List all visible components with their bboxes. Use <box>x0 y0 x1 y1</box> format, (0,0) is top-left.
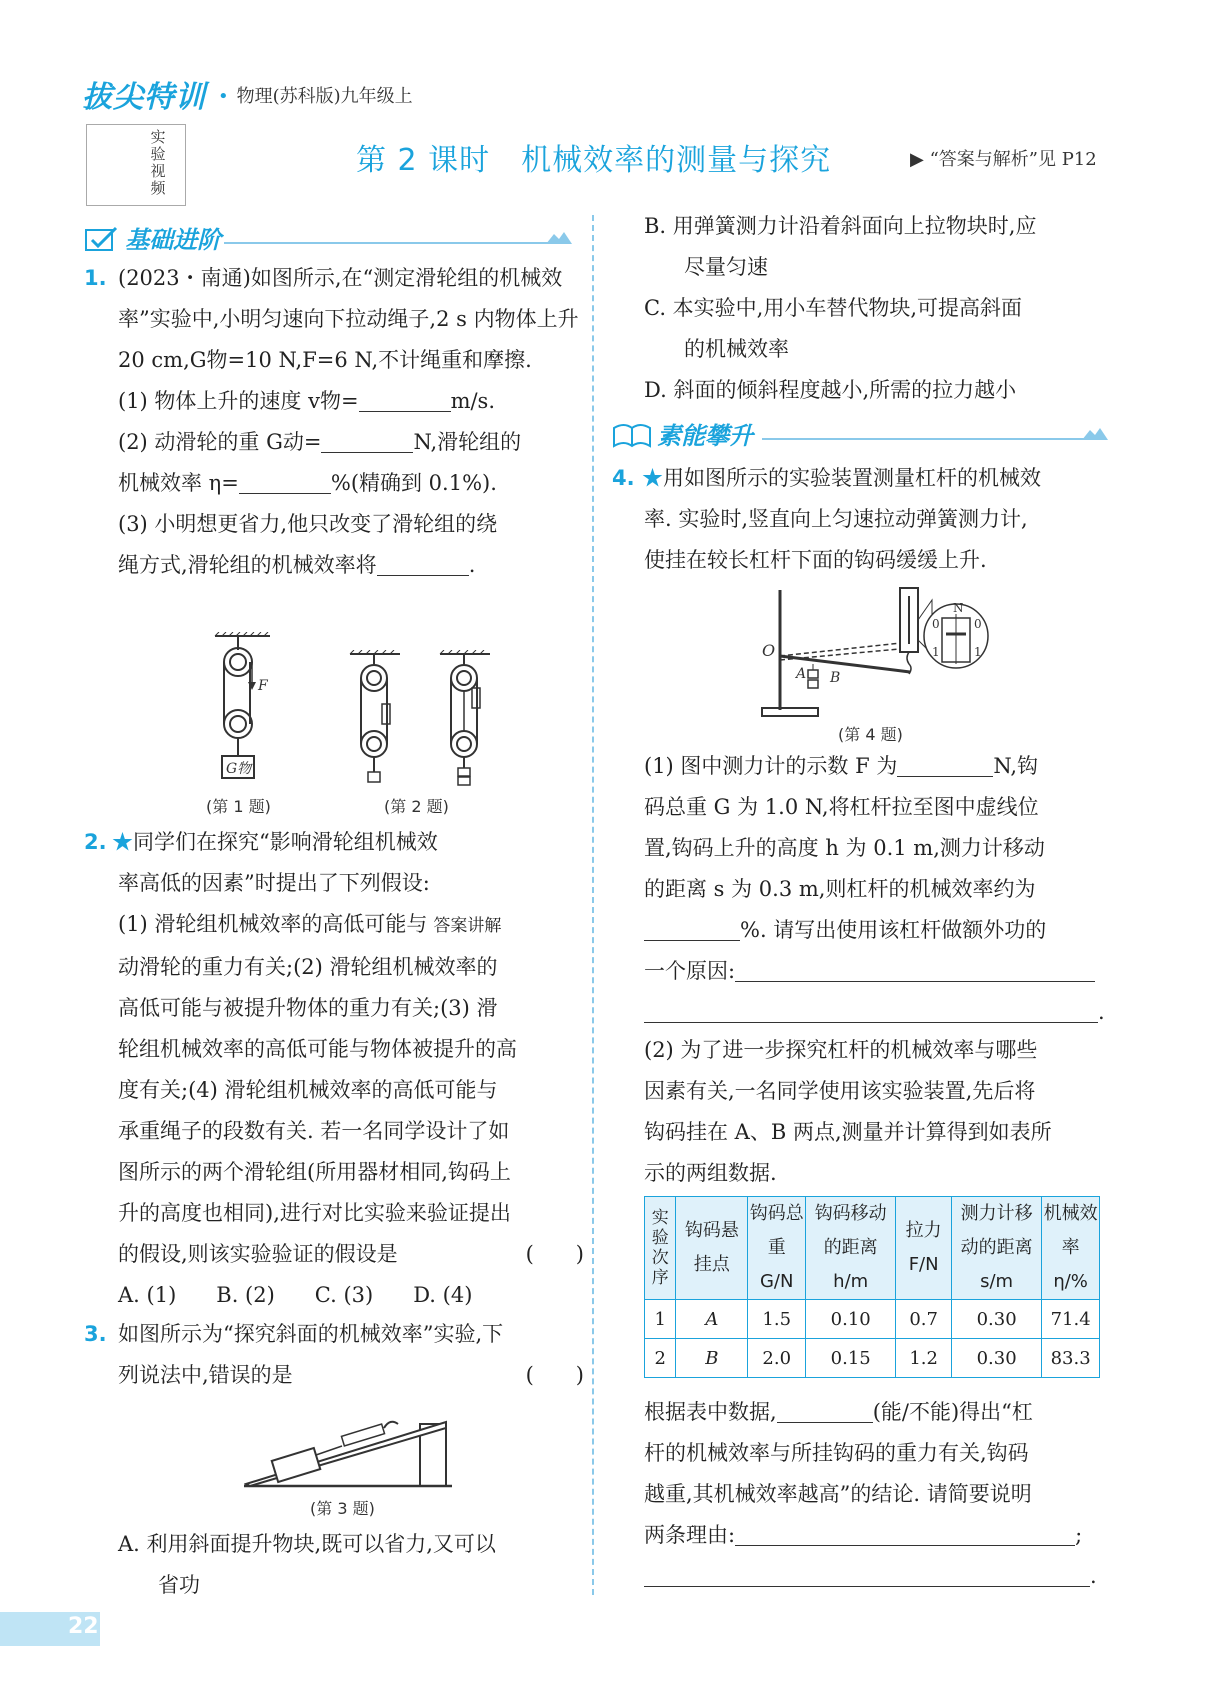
table-header: 钩码总重 G/N <box>748 1197 806 1300</box>
q2-line7: 度有关;(4) 滑轮组机械效率的高低可能与 <box>118 1078 498 1102</box>
table-cell: 0.30 <box>952 1339 1042 1378</box>
q2-line11: 的假设,则该实验验证的假设是 <box>118 1242 398 1266</box>
q4-blank-6[interactable] <box>735 1519 1075 1546</box>
section-line <box>762 438 1092 440</box>
fig4-0a: 0 <box>932 617 940 631</box>
q4-blank-2[interactable] <box>644 914 740 941</box>
q4-line3: 使挂在较长杠杆下面的钩码缓缓上升. <box>644 548 987 572</box>
table-header: 测力计移动的距离 s/m <box>952 1197 1042 1300</box>
q2-line2: 率高低的因素”时提出了下列假设: <box>118 871 430 895</box>
table-header: 机械效率 η/% <box>1042 1197 1100 1300</box>
q4-part2: (2) 为了进一步探究杠杆的机械效率与哪些 因素有关,一名同学使用该实验装置,先后将 钩码挂在 A、B 两点,测量并计算得到如表所 示的两组数据. <box>644 1038 1052 1185</box>
q2-line9: 图所示的两个滑轮组(所用器材相同,钩码上 <box>118 1160 511 1184</box>
table-cell: A <box>676 1300 748 1339</box>
section-basic-title: 基础进阶 <box>125 226 222 254</box>
data-table <box>644 1196 1100 1378</box>
section-line <box>224 242 554 244</box>
q2-option-d[interactable]: D. (4) <box>413 1283 473 1307</box>
page-number-tab <box>0 1612 100 1646</box>
q2-option-c[interactable]: C. (3) <box>314 1283 374 1307</box>
book-title <box>218 82 413 108</box>
table-header: 钩码悬挂点 <box>676 1197 748 1300</box>
section-advanced-title: 素能攀升 <box>657 422 754 450</box>
checklist-icon <box>84 226 120 252</box>
fig4-caption: (第 4 题) <box>838 725 903 744</box>
q3-line1: 如图所示为“探究斜面的机械效率”实验,下 <box>118 1322 504 1346</box>
column-divider <box>592 215 594 1595</box>
table-cell: 2 <box>645 1339 676 1378</box>
q1-stem: (2023・南通)如图所示,在“测定滑轮组的机械效率”实验中,小明匀速向下拉动绳子,2 s 内物体上升 20 cm,G物=10 N,F=6 N,不计绳重和摩擦. <box>118 266 579 372</box>
mountain-icon <box>546 230 572 246</box>
fig4-N: N <box>953 601 964 615</box>
q4-part2-questions: 根据表中数据, (能/不能)得出“杠 杆的机械效率与所挂钩码的重力有关,钩码 越重,其机械效率越高”的结论. 请简要说明 两条理由: ; . <box>644 1392 1114 1597</box>
table-cell: 1 <box>645 1300 676 1339</box>
q4-part1: (1) 图中测力计的示数 F 为 N,钩 码总重 G 为 1.0 N,将杠杆拉至图中虚线位 置,钩码上升的高度 h 为 0.1 m,测力计移动 的距离 s 为 0.3 m,则杠杆的机械效率约为 %. 请写出使用该杠杆做额外功的 一个原因: . <box>644 746 1114 1033</box>
brand-logo: 拔尖特训 <box>82 80 206 115</box>
fig4-O: O <box>762 641 776 660</box>
q2-line10: 升的高度也相同),进行对比实验来验证提出 <box>118 1201 511 1225</box>
fig4-B: B <box>830 670 841 686</box>
video-qr-box[interactable] <box>86 124 186 206</box>
q1-part1: (1) 物体上升的速度 v物= m/s. <box>118 381 584 422</box>
table-cell: 83.3 <box>1042 1339 1100 1378</box>
q2-line3: (1) 滑轮组机械效率的高低可能与 <box>118 912 428 936</box>
fig1-F: F <box>258 678 268 694</box>
table-header-row <box>645 1197 1100 1300</box>
answer-reference: ▶ “答案与解析”见 P12 <box>910 149 1097 170</box>
q4-line2: 率. 实验时,竖直向上匀速拉动弹簧测力计, <box>644 507 1028 531</box>
q1-blank-3[interactable] <box>239 467 331 494</box>
q2-line6: 轮组机械效率的高低可能与物体被提升的高 <box>118 1037 517 1061</box>
table-row <box>645 1339 1100 1378</box>
table-cell: 0.7 <box>896 1300 952 1339</box>
q4-blank-4[interactable] <box>644 996 1098 1023</box>
q3-options-bcd <box>644 206 1114 411</box>
q1-blank-2[interactable] <box>321 426 413 453</box>
q2-line8: 承重绳子的段数有关. 若一名同学设计了如 <box>118 1119 510 1143</box>
q2-line4: 动滑轮的重力有关;(2) 滑轮组机械效率的 <box>118 955 498 979</box>
page-number: 22 <box>68 1614 99 1639</box>
answer-explain-tag[interactable]: 答案讲解 <box>433 916 502 936</box>
fig3-caption: (第 3 题) <box>310 1499 375 1518</box>
q2-line5: 高低可能与被提升物体的重力有关;(3) 滑 <box>118 996 498 1020</box>
figure-3-incline <box>244 1400 454 1492</box>
section-advanced-header <box>612 416 1102 451</box>
dot-icon: • <box>218 86 229 107</box>
q3-line2: 列说法中,错误的是 <box>118 1363 293 1387</box>
q2-options <box>118 1275 584 1316</box>
table-row <box>645 1300 1100 1339</box>
table-cell: B <box>676 1339 748 1378</box>
table-cell: 71.4 <box>1042 1300 1100 1339</box>
mountain-icon <box>1082 426 1108 442</box>
question-3 <box>84 1314 584 1396</box>
q3-option-d[interactable]: D. 斜面的倾斜程度越小,所需的拉力越小 <box>644 378 1017 402</box>
q1-part2: (2) 动滑轮的重 G动= N,滑轮组的 <box>118 422 584 463</box>
q2-answer-paren[interactable]: ( ) <box>525 1242 584 1266</box>
fig2-caption: (第 2 题) <box>384 797 449 816</box>
fig1-G: G物 <box>226 761 252 777</box>
q1-part3b: 绳方式,滑轮组的机械效率将 . <box>118 545 584 586</box>
q1-blank-4[interactable] <box>377 549 469 576</box>
q2-line1: 同学们在探究“影响滑轮组机械效 <box>133 830 438 854</box>
q4-blank-3[interactable] <box>735 955 1095 982</box>
fig4-1a: 1 <box>932 645 940 659</box>
q4-number: 4. <box>612 466 635 490</box>
q4-blank-5[interactable] <box>777 1396 873 1423</box>
q2-option-b[interactable]: B. (2) <box>216 1283 275 1307</box>
section-basic-header <box>84 220 574 255</box>
q1-part3a: (3) 小明想更省力,他只改变了滑轮组的绕 <box>118 512 498 536</box>
q3-answer-paren[interactable]: ( ) <box>525 1363 584 1387</box>
q3-number: 3. <box>84 1322 107 1346</box>
star-icon: ★ <box>642 466 663 490</box>
table-cell: 0.15 <box>806 1339 896 1378</box>
q3-option-a[interactable]: A. 利用斜面提升物块,既可以省力,又可以 省功 <box>118 1532 496 1597</box>
video-label: 实验视频 <box>150 128 166 197</box>
q2-number: 2. <box>84 830 107 854</box>
lesson-title: 第 2 课时 机械效率的测量与探究 <box>356 143 832 178</box>
q4-blank-1[interactable] <box>897 750 993 777</box>
star-icon: ★ <box>112 830 133 854</box>
figure-4-lever <box>760 584 990 718</box>
table-cell: 1.2 <box>896 1339 952 1378</box>
table-cell: 0.10 <box>806 1300 896 1339</box>
question-4 <box>612 458 1112 581</box>
q3-option-c[interactable]: C. 本实验中,用小车替代物块,可提高斜面 的机械效率 <box>644 296 1023 361</box>
question-1 <box>84 258 584 586</box>
table-cell: 0.30 <box>952 1300 1042 1339</box>
fig4-0b: 0 <box>974 617 982 631</box>
table-cell: 1.5 <box>748 1300 806 1339</box>
table-header: 实验次序 <box>645 1197 676 1300</box>
q1-part2b: 机械效率 η= %(精确到 0.1%). <box>118 463 584 504</box>
table-header: 钩码移动的距离 h/m <box>806 1197 896 1300</box>
q4-line1: 用如图所示的实验装置测量杠杆的机械效 <box>663 466 1041 490</box>
q3-option-b[interactable]: B. 用弹簧测力计沿着斜面向上拉物块时,应 尽量匀速 <box>644 214 1037 279</box>
fig4-A: A <box>796 666 807 682</box>
q1-blank-1[interactable] <box>359 385 451 412</box>
figure-1-pulley <box>210 632 280 792</box>
q1-number: 1. <box>84 266 107 290</box>
fig4-1b: 1 <box>974 645 982 659</box>
figure-2-pulleys <box>344 650 494 790</box>
book-title-text: 物理(苏科版)九年级上 <box>236 86 413 107</box>
table-header: 拉力 F/N <box>896 1197 952 1300</box>
table-cell: 2.0 <box>748 1339 806 1378</box>
q2-option-a[interactable]: A. (1) <box>118 1283 177 1307</box>
book-icon <box>612 422 652 448</box>
q4-blank-7[interactable] <box>644 1560 1090 1587</box>
fig1-caption: (第 1 题) <box>206 797 271 816</box>
question-2 <box>84 822 584 1316</box>
